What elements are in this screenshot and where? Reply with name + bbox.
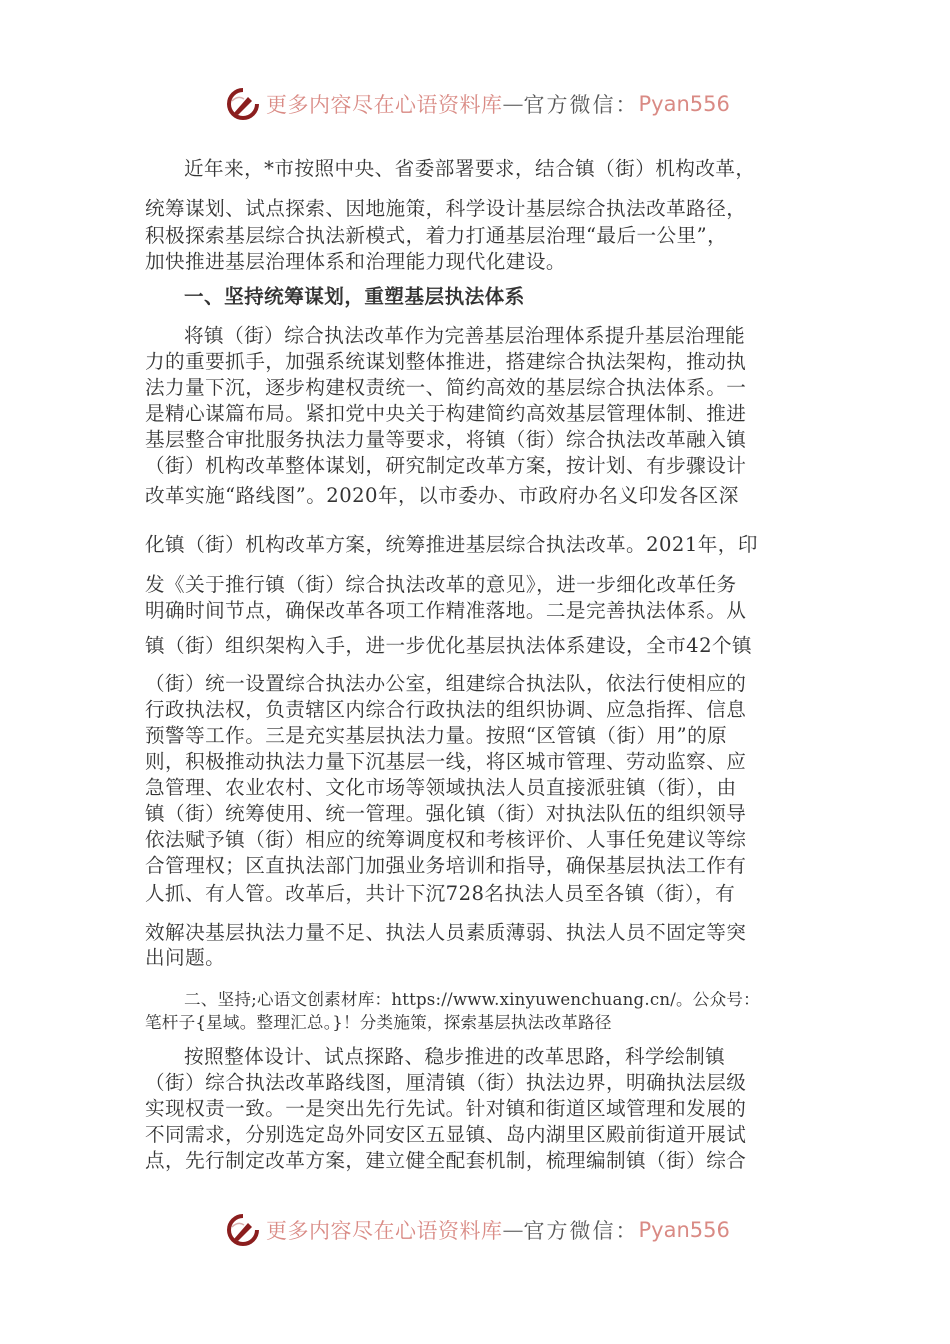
text-line: 二、坚持;心语文创素材库：https://www.xinyuwenchuang.cn/。公众号： [184,990,760,1009]
banner-wechat-id: Pyan556 [638,1218,730,1242]
footer-banner [226,1210,730,1250]
banner-wechat-label: 官方微信： [523,1219,639,1243]
text-line: 出问题。 [145,946,226,969]
banner-dash: — [502,92,524,116]
text-line: 是精心谋篇布局。紧扣党中央关于构建简约高效基层管理体制、推进 [145,402,747,425]
text-line: 行政执法权，负责辖区内综合行政执法的组织协调、应急指挥、信息 [145,698,747,721]
text-line: （街）机构改革整体谋划，研究制定改革方案，按计划、有步骤设计 [145,454,747,477]
text-line: 化镇（街）机构改革方案，统筹推进基层综合执法改革。2021年，印 [145,533,758,556]
text-line: 统筹谋划、试点探索、因地施策，科学设计基层综合执法改革路径， [145,197,747,220]
banner-site-text: 更多内容尽在心语资料库 [266,93,503,117]
text-line: 合管理权；区直执法部门加强业务培训和指导，确保基层执法工作有 [145,854,747,877]
text-line: 力的重要抓手，加强系统谋划整体推进，搭建综合执法架构，推动执 [145,350,747,373]
banner-wechat-id: Pyan556 [638,92,730,116]
text-line: 镇（街）统筹使用、统一管理。强化镇（街）对执法队伍的组织领导 [145,802,747,825]
quill-pen-logo-icon [226,1213,260,1247]
text-line: 法力量下沉，逐步构建权责统一、简约高效的基层综合执法体系。一 [145,376,747,399]
text-line: 则，积极推动执法力量下沉基层一线，将区城市管理、劳动监察、应 [145,750,747,773]
text-line: 效解决基层执法力量不足、执法人员素质薄弱、执法人员不固定等突 [145,921,747,944]
quill-pen-logo-icon [226,87,260,121]
text-line: （街）综合执法改革路线图，厘清镇（街）执法边界，明确执法层级 [145,1071,747,1094]
banner-site-text: 更多内容尽在心语资料库 [266,1219,503,1243]
text-line: 镇（街）组织架构入手，进一步优化基层执法体系建设，全市42个镇 [145,634,753,657]
text-line: 按照整体设计、试点探路、稳步推进的改革思路，科学绘制镇 [184,1045,726,1068]
text-line: 加快推进基层治理体系和治理能力现代化建设。 [145,250,566,273]
text-line: 改革实施“路线图”。2020年，以市委办、市政府办名义印发各区深 [145,484,739,507]
text-line: 点，先行制定改革方案，建立健全配套机制，梳理编制镇（街）综合 [145,1149,747,1172]
text-line: 实现权责一致。一是突出先行先试。针对镇和街道区域管理和发展的 [145,1097,747,1120]
text-line: 基层整合审批服务执法力量等要求，将镇（街）综合执法改革融入镇 [145,428,747,451]
text-line: 依法赋予镇（街）相应的统筹调度权和考核评价、人事任免建议等综 [145,828,747,851]
text-line: 发《关于推行镇（街）综合执法改革的意见》，进一步细化改革任务 [145,573,737,596]
text-line: 明确时间节点，确保改革各项工作精准落地。二是完善执法体系。从 [145,599,747,622]
text-line: 人抓、有人管。改革后，共计下沉728名执法人员至各镇（街），有 [145,882,736,905]
banner-wechat-label: 官方微信： [523,93,639,117]
text-line: 积极探索基层综合执法新模式，着力打通基层治理“最后一公里”， [145,224,728,247]
section-heading: 一、坚持统筹谋划，重塑基层执法体系 [184,285,525,308]
text-line: 急管理、农业农村、文化市场等领域执法人员直接派驻镇（街），由 [145,776,737,799]
text-line: 不同需求，分别选定岛外同安区五显镇、岛内湖里区殿前街道开展试 [145,1123,747,1146]
text-line: 将镇（街）综合执法改革作为完善基层治理体系提升基层治理能 [184,324,746,347]
text-line: 笔杆子{星域。整理汇总。}！分类施策，探索基层执法改革路径 [145,1013,612,1032]
text-line: （街）统一设置综合执法办公室，组建综合执法队，依法行使相应的 [145,672,747,695]
text-line: 近年来，*市按照中央、省委部署要求，结合镇（街）机构改革， [184,157,756,180]
header-banner [226,84,730,124]
text-line: 预警等工作。三是充实基层执法力量。按照“区管镇（街）用”的原 [145,724,728,747]
banner-dash: — [502,1218,524,1242]
